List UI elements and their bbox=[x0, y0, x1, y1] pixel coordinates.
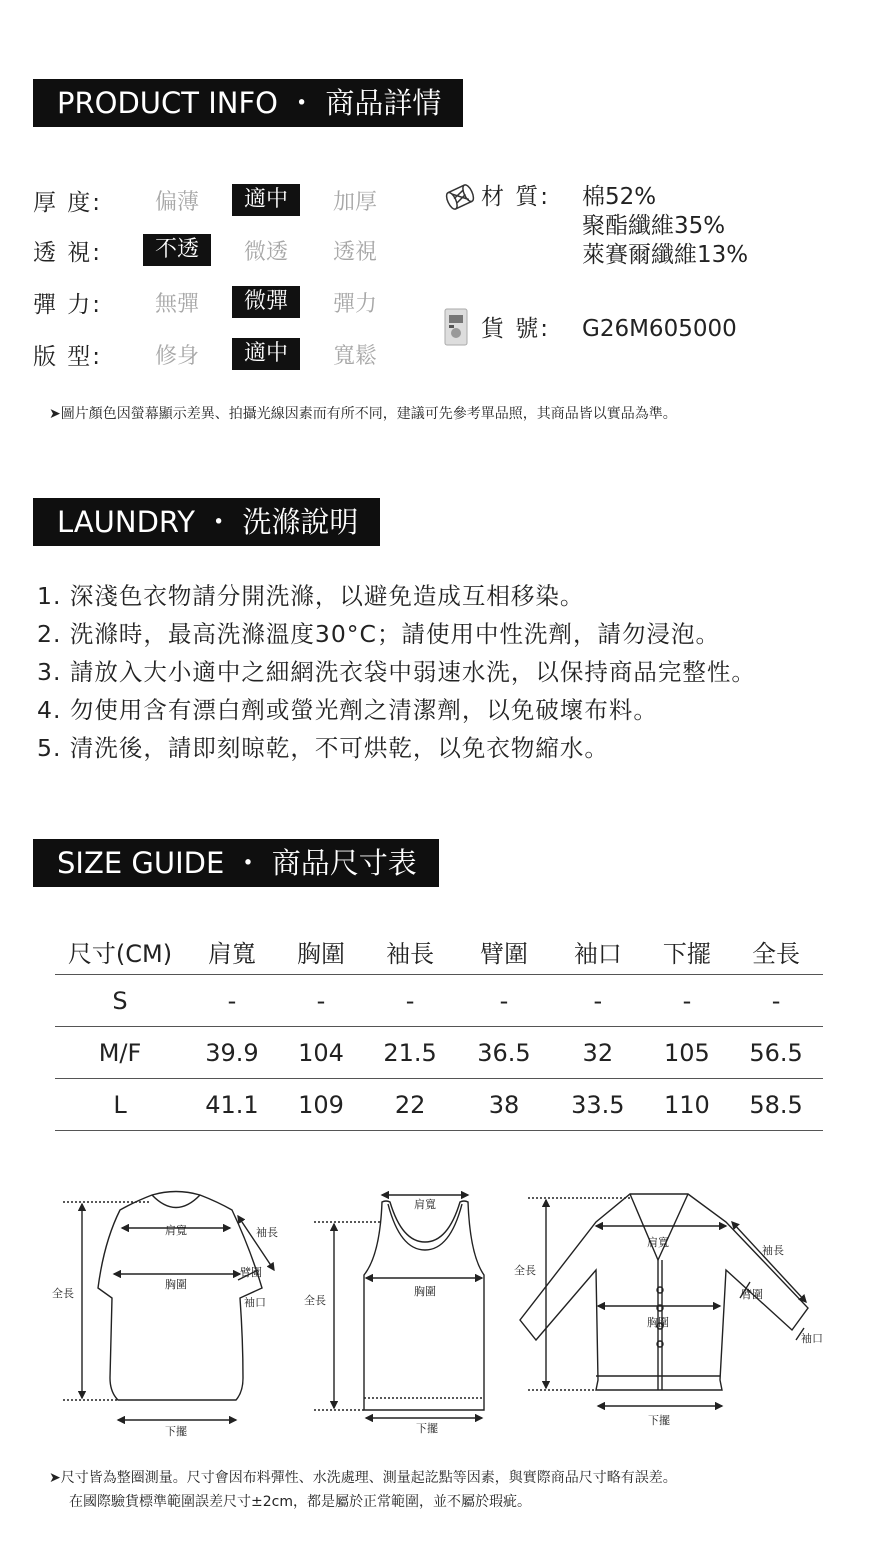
size-value-cell: 38 bbox=[457, 1079, 551, 1131]
size-column-header: 肩寬 bbox=[185, 928, 279, 975]
cardigan-sleeve-label: 袖長 bbox=[762, 1244, 784, 1257]
attribute-option: 無彈 bbox=[154, 291, 199, 317]
tee-chest-label: 胸圍 bbox=[165, 1278, 187, 1291]
attribute-option-selected: 適中 bbox=[232, 338, 300, 370]
attribute-label: 厚 度: bbox=[33, 189, 103, 216]
attribute-row bbox=[33, 285, 410, 319]
tank-length-label: 全長 bbox=[304, 1294, 326, 1307]
size-value-cell: 39.9 bbox=[185, 1027, 279, 1079]
table-row bbox=[55, 1027, 823, 1079]
size-column-header: 胸圍 bbox=[279, 928, 363, 975]
size-note-2: 在國際驗貨標準範圍誤差尺寸±2cm，都是屬於正常範圍，並不屬於瑕疵。 bbox=[69, 1494, 531, 1510]
size-column-header: 臂圍 bbox=[457, 928, 551, 975]
cardigan-length-label: 全長 bbox=[514, 1264, 536, 1277]
size-value-cell: 58.5 bbox=[729, 1079, 823, 1131]
size-column-header: 袖口 bbox=[551, 928, 645, 975]
size-column-header: 尺寸(CM) bbox=[55, 928, 185, 975]
cardigan-hem-label: 下擺 bbox=[648, 1414, 670, 1427]
measurement-diagrams bbox=[0, 1180, 875, 1445]
size-value-cell: - bbox=[729, 975, 823, 1027]
attribute-option-selected: 微彈 bbox=[232, 286, 300, 318]
size-value-cell: - bbox=[645, 975, 729, 1027]
size-table bbox=[55, 928, 823, 1131]
attribute-row bbox=[33, 233, 410, 267]
sku-label: 貨 號: bbox=[481, 316, 551, 342]
attribute-option: 透視 bbox=[332, 239, 377, 265]
attribute-row bbox=[33, 337, 410, 371]
tank-diagram bbox=[314, 1195, 484, 1418]
material-line: 萊賽爾纖維13% bbox=[582, 242, 749, 268]
tank-hem-label: 下擺 bbox=[416, 1422, 438, 1435]
size-name-cell: M/F bbox=[55, 1027, 185, 1079]
tag-icon bbox=[443, 307, 481, 355]
tank-shoulder-label: 肩寬 bbox=[414, 1198, 436, 1211]
tank-chest-label: 胸圍 bbox=[414, 1285, 436, 1298]
tee-length-label: 全長 bbox=[52, 1287, 74, 1300]
tee-shoulder-label: 肩寬 bbox=[165, 1224, 187, 1237]
cardigan-shoulder-label: 肩寬 bbox=[647, 1236, 669, 1249]
tee-arm-label: 臂圍 bbox=[240, 1266, 262, 1279]
size-note-1: ➤尺寸皆為整圈測量。尺寸會因布料彈性、水洗處理、測量起訖點等因素，與實際商品尺寸略有誤差。 bbox=[49, 1470, 677, 1486]
sku-value: G26M605000 bbox=[582, 316, 737, 342]
laundry-item: 3. 請放入大小適中之細網洗衣袋中弱速水洗，以保持商品完整性。 bbox=[37, 658, 756, 686]
sku-block bbox=[443, 315, 737, 355]
cardigan-cuff-label: 袖口 bbox=[801, 1332, 823, 1345]
attribute-option: 偏薄 bbox=[154, 189, 199, 215]
size-table-body bbox=[55, 975, 823, 1131]
attribute-label: 彈 力: bbox=[33, 291, 103, 318]
attribute-option: 寬鬆 bbox=[332, 343, 377, 369]
material-values bbox=[582, 183, 748, 270]
size-name-cell: L bbox=[55, 1079, 185, 1131]
attribute-option-selected: 不透 bbox=[143, 234, 211, 266]
attribute-option: 修身 bbox=[154, 343, 199, 369]
product-info-header: PRODUCT INFO ・ 商品詳情 bbox=[33, 79, 463, 127]
size-value-cell: - bbox=[363, 975, 457, 1027]
attribute-option: 加厚 bbox=[332, 189, 377, 215]
size-column-header: 袖長 bbox=[363, 928, 457, 975]
color-disclaimer: ➤圖片顏色因螢幕顯示差異、拍攝光線因素而有所不同，建議可先參考單品照，其商品皆以實品為準。 bbox=[49, 406, 677, 422]
attribute-option: 彈力 bbox=[332, 291, 377, 317]
laundry-list bbox=[37, 577, 756, 767]
size-name-cell: S bbox=[55, 975, 185, 1027]
size-value-cell: 105 bbox=[645, 1027, 729, 1079]
size-value-cell: 41.1 bbox=[185, 1079, 279, 1131]
cardigan-chest-label: 胸圍 bbox=[647, 1316, 669, 1329]
material-line: 聚酯纖維35% bbox=[582, 213, 726, 239]
size-value-cell: 36.5 bbox=[457, 1027, 551, 1079]
material-line: 棉52% bbox=[582, 184, 657, 210]
size-value-cell: 33.5 bbox=[551, 1079, 645, 1131]
attribute-label: 透 視: bbox=[33, 239, 103, 266]
attribute-row bbox=[33, 183, 410, 217]
size-value-cell: 21.5 bbox=[363, 1027, 457, 1079]
table-row bbox=[55, 1079, 823, 1131]
size-column-header: 下擺 bbox=[645, 928, 729, 975]
tee-hem-label: 下擺 bbox=[165, 1425, 187, 1438]
size-value-cell: - bbox=[279, 975, 363, 1027]
size-guide-header: SIZE GUIDE ・ 商品尺寸表 bbox=[33, 839, 439, 887]
size-table-header bbox=[55, 928, 823, 975]
table-row bbox=[55, 975, 823, 1027]
size-value-cell: 104 bbox=[279, 1027, 363, 1079]
size-value-cell: 32 bbox=[551, 1027, 645, 1079]
tee-cuff-label: 袖口 bbox=[244, 1296, 266, 1309]
laundry-header: LAUNDRY ・ 洗滌說明 bbox=[33, 498, 380, 546]
size-value-cell: - bbox=[457, 975, 551, 1027]
size-column-header: 全長 bbox=[729, 928, 823, 975]
laundry-item: 1. 深淺色衣物請分開洗滌，以避免造成互相移染。 bbox=[37, 582, 585, 610]
attribute-label: 版 型: bbox=[33, 343, 103, 370]
size-value-cell: 22 bbox=[363, 1079, 457, 1131]
thread-spool-icon bbox=[443, 183, 481, 270]
size-value-cell: - bbox=[551, 975, 645, 1027]
laundry-item: 5. 清洗後，請即刻晾乾，不可烘乾，以免衣物縮水。 bbox=[37, 734, 609, 762]
cardigan-diagram bbox=[520, 1194, 808, 1406]
material-block bbox=[443, 183, 748, 270]
tee-sleeve-label: 袖長 bbox=[256, 1226, 278, 1239]
size-value-cell: 110 bbox=[645, 1079, 729, 1131]
attribute-option: 微透 bbox=[243, 239, 288, 265]
cardigan-arm-label: 臂圍 bbox=[741, 1288, 763, 1301]
size-value-cell: 109 bbox=[279, 1079, 363, 1131]
material-label: 材 質: bbox=[481, 184, 551, 210]
attribute-option-selected: 適中 bbox=[232, 184, 300, 216]
laundry-item: 2. 洗滌時，最高洗滌溫度30°C；請使用中性洗劑，請勿浸泡。 bbox=[37, 620, 720, 648]
size-value-cell: - bbox=[185, 975, 279, 1027]
laundry-item: 4. 勿使用含有漂白劑或螢光劑之清潔劑，以免破壞布料。 bbox=[37, 696, 658, 724]
size-value-cell: 56.5 bbox=[729, 1027, 823, 1079]
